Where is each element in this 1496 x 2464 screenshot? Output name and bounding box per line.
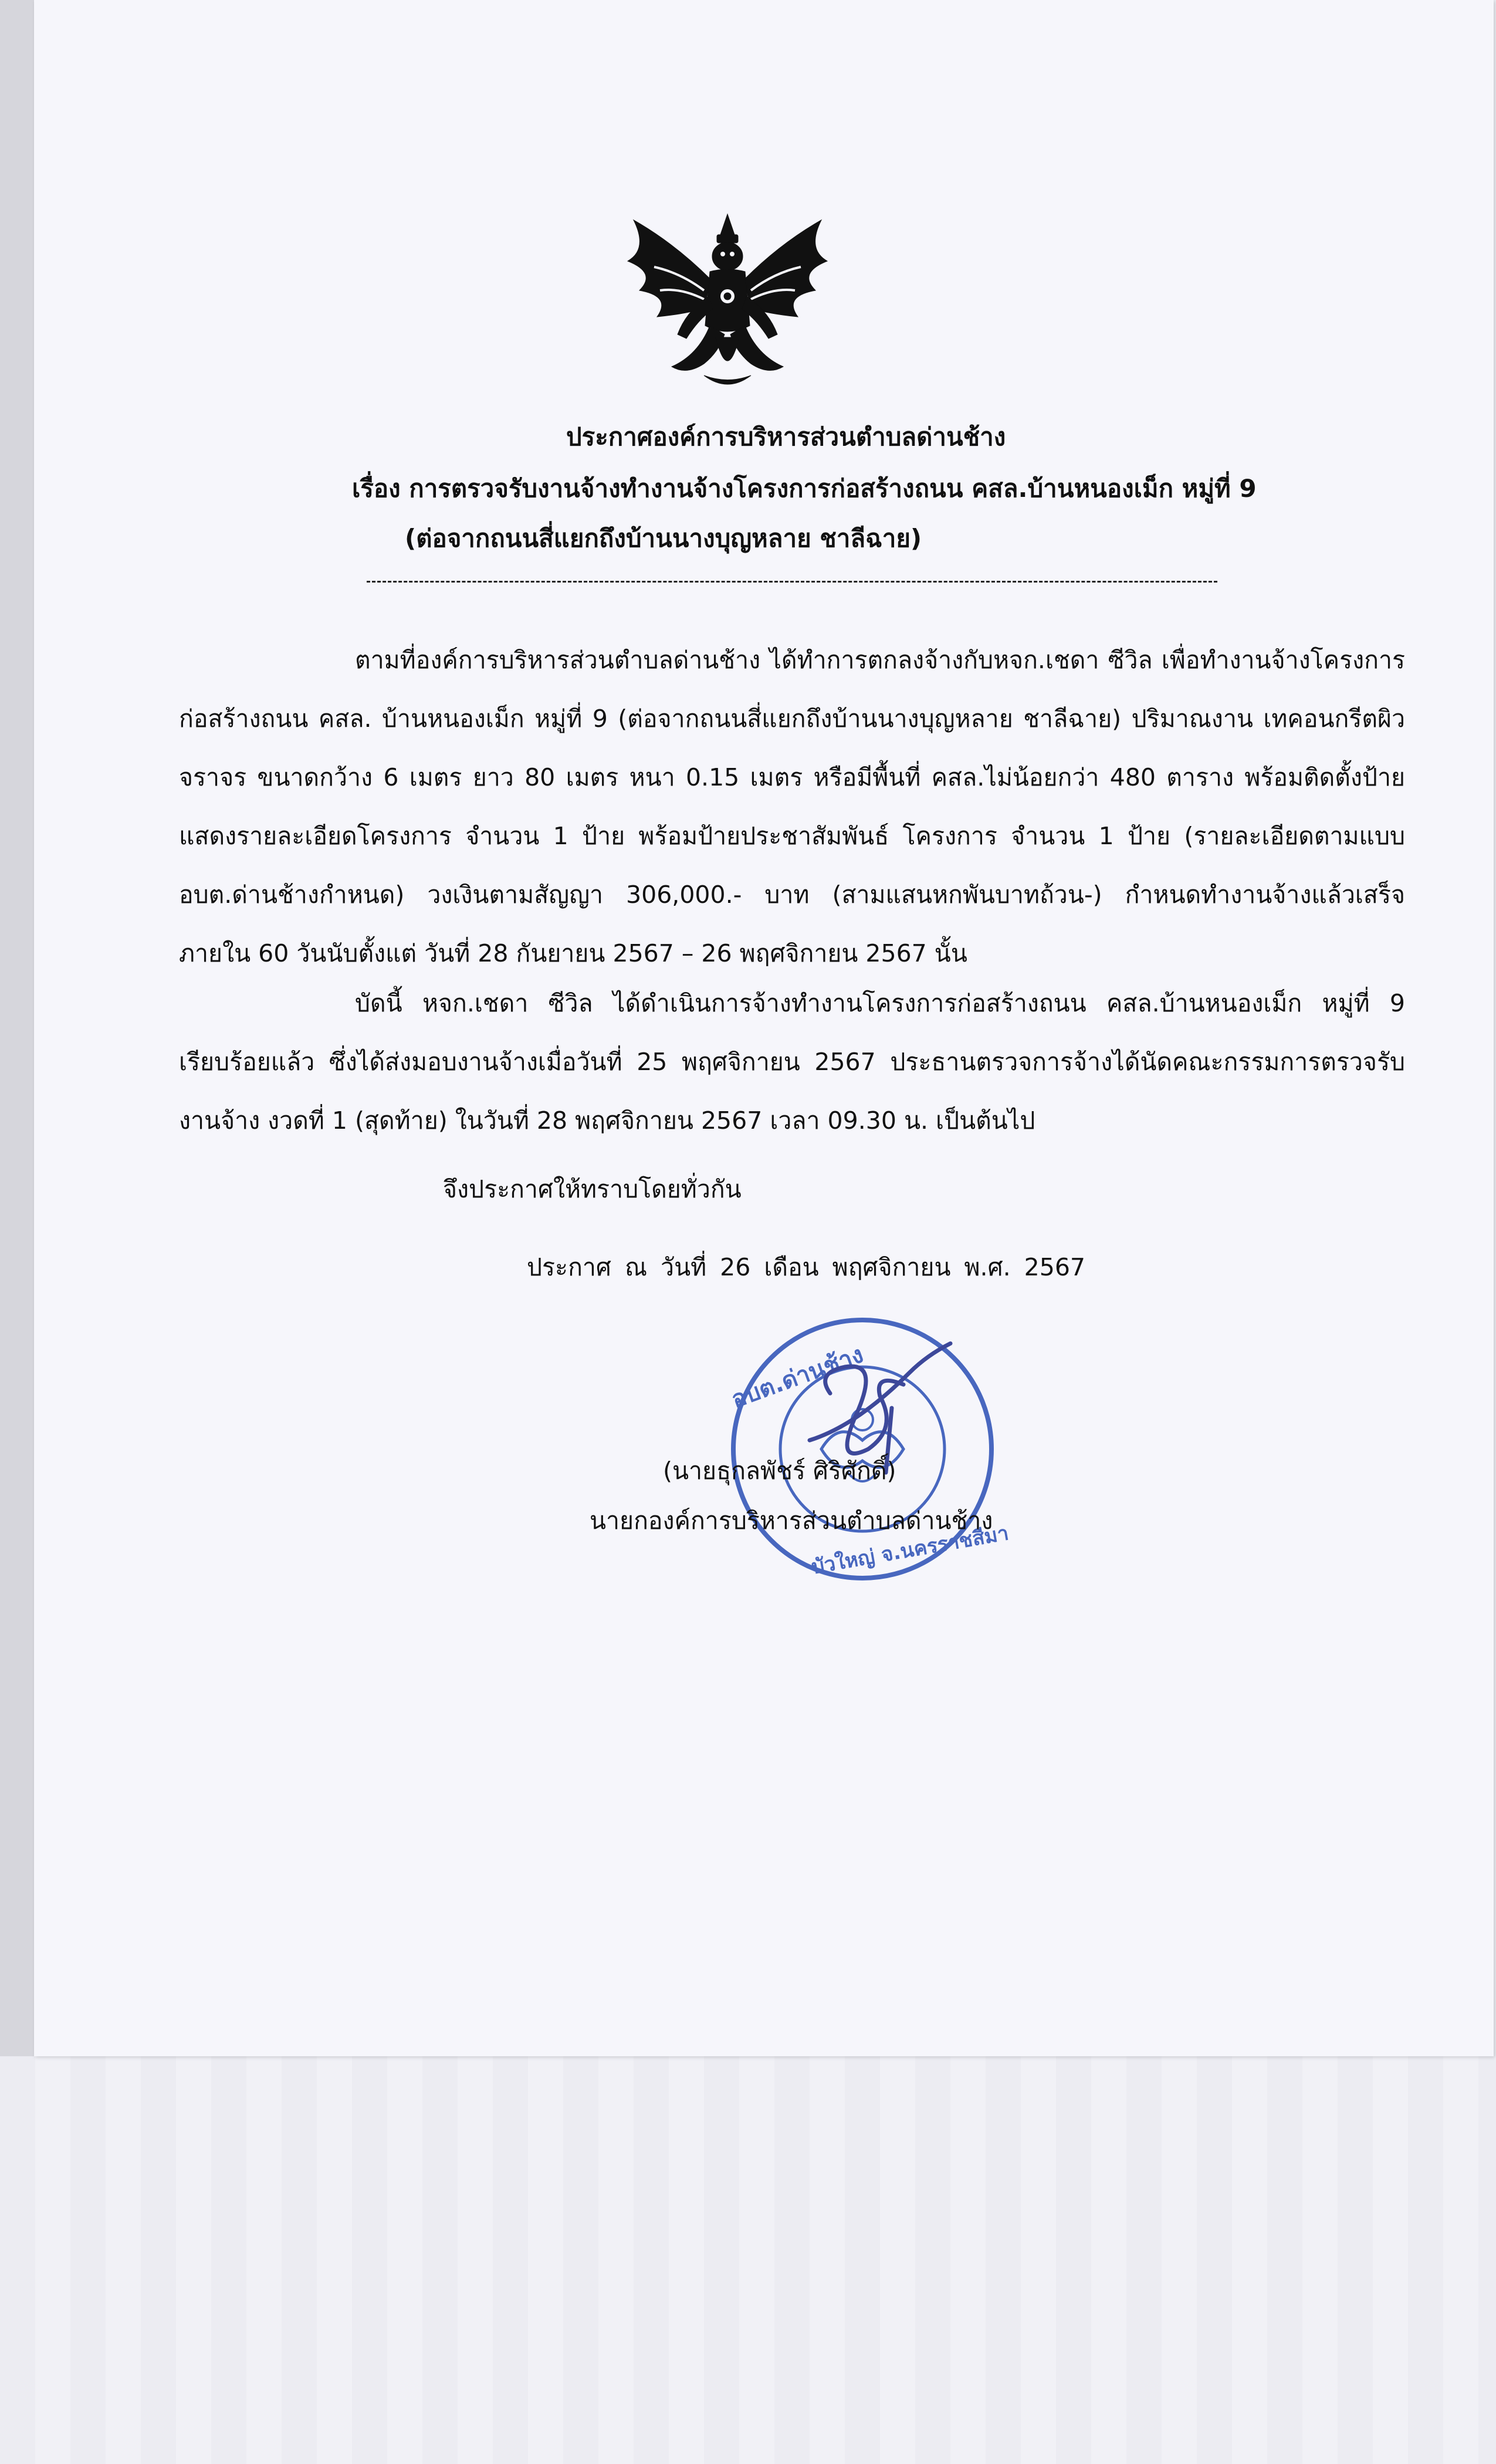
announcement-date: ประกาศ ณ วันที่ 26 เดือน พฤศจิกายน พ.ศ. 2567	[527, 1253, 1086, 1281]
garuda-emblem-icon	[616, 208, 839, 402]
subject-line-continued: (ต่อจากถนนสี่แยกถึงบ้านนางบุญหลาย ชาลีฉาย)	[405, 524, 922, 553]
paragraph-2-text: บัดนี้ หจก.เชดา ซีวิล ได้ดำเนินการจ้างทำงานโครงการก่อสร้างถนน คสล.บ้านหนองเม็ก หมู่ที่ 9 เรียบร้อยแล้ว ซึ่งได้ส่งมอบงานจ้างเมื่อวันที่ 25 พฤศจิกายน 2567 ประธานตรวจการจ้างได้นัดคณะกรรมการตรวจรับงานจ้าง งวดที่ 1 (สุดท้าย) ในวันที่ 28 พฤศจิกายน 2567 เวลา 09.30 น. เป็นต้นไป	[179, 989, 1405, 1135]
scan-background	[0, 2056, 1496, 2464]
official-stamp-icon	[704, 1302, 1021, 1596]
svg-text:บัวใหญ่ จ.นครราชสีมา: บัวใหญ่ จ.นครราชสีมา	[810, 1521, 1011, 1579]
announcement-line: จึงประกาศให้ทราบโดยทั่วกัน	[443, 1175, 742, 1203]
paragraph-1	[179, 631, 1405, 983]
subject-line: เรื่อง การตรวจรับงานจ้างทำงานจ้างโครงการก่อสร้างถนน คสล.บ้านหนองเม็ก หมู่ที่ 9	[352, 474, 1257, 503]
signer-name: (นายธุกลพัชร์ ศิริศักดิ์)	[663, 1457, 896, 1485]
signer-position: นายกองค์การบริหารส่วนตำบลด่านช้าง	[590, 1507, 993, 1535]
paragraph-2	[179, 974, 1405, 1150]
separator-line	[367, 581, 1217, 583]
scan-edge	[0, 0, 34, 2056]
paragraph-1-text: ตามที่องค์การบริหารส่วนตำบลด่านช้าง ได้ทำการตกลงจ้างกับหจก.เชดา ซีวิล เพื่อทำงานจ้างโครงการก่อสร้างถนน คสล. บ้านหนองเม็ก หมู่ที่ 9 (ต่อจากถนนสี่แยกถึงบ้านนางบุญหลาย ชาลีฉาย) ปริมาณงาน เทคอนกรีตผิวจราจร ขนาดกว้าง 6 เมตร ยาว 80 เมตร หนา 0.15 เมตร หรือมีพื้นที่ คสล.ไม่น้อยกว่า 480 ตาราง พร้อมติดตั้งป้ายแสดงรายละเอียดโครงการ จำนวน 1 ป้าย พร้อมป้ายประชาสัมพันธ์ โครงการ จำนวน 1 ป้าย (รายละเอียดตามแบบ อบต.ด่านช้างกำหนด) วงเงินตามสัญญา 306,000.- บาท (สามแสนหกพันบาทถ้วน-) กำหนดทำงานจ้างแล้วเสร็จ ภายใน 60 วันนับตั้งแต่ วันที่ 28 กันยายน 2567 – 26 พฤศจิกายน 2567 นั้น	[179, 646, 1405, 967]
svg-text:อบต.ด่านช้าง: อบต.ด่านช้าง	[727, 1341, 867, 1414]
document-title: ประกาศองค์การบริหารส่วนตำบลด่านช้าง	[566, 422, 1006, 451]
